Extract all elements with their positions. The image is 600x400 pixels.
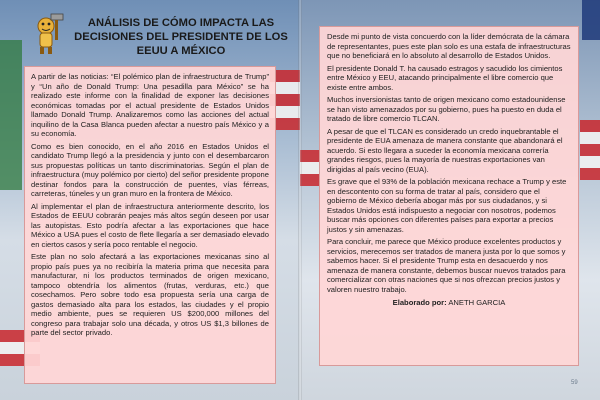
right-text-box [319,26,579,366]
author-credit-label: Elaborado por: [392,298,447,307]
left-text-box [24,66,276,384]
right-paragraph-3: Muchos inversionistas tanto de origen mexicano como estadounidense se han visto amenazados por su gobierno, pues ha puesto en duda el tratado de libre comercio TLCAN. [327,95,566,123]
us-flag-stripe-decoration [300,162,320,174]
mexico-flag-stripe-decoration [0,40,22,190]
left-paragraph-3: Al implementar el plan de infraestructura anteriormente descrito, los Estados de EEUU cobrarán peajes más altos según deseen por usar las autopistas. Esto podría afectar a las exportaciones que hace México a USA pues el costo de flete llegaría a ser demasiado elevado en ciertos casos y sería poco rentable el negocio. [31,201,269,249]
right-paragraph-2: El presidente Donald T. ha causado estragos y sacudido los cimientos entre México y EEU, atacando principalmente el libre comercio que existe entre ambos. [327,63,563,92]
right-paragraph-5: Es grave que el 93% de la población mexicana rechace a Trump y este en descontento con su forma de tratar al país, considero que el gobierno de México debería abogar más por sus ciudadanos, y si Estados Unidos está indispuesto a negociar con nosotros, podemos buscar más opciones con diferentes países para exportar a precios justos y sin amenazas. [327,177,567,234]
us-flag-stripe-decoration [580,168,600,180]
page-number: 59 [571,380,578,386]
author-name: ANETH GARCIA [446,298,506,307]
page-gutter [298,0,302,400]
author-credit [327,298,571,308]
left-paragraph-4: Este plan no solo afectará a las exportaciones mexicanas sino al propio país pues ya no recibiría la materia prima que necesita para manufacturar, ni los productos terminados de origen mexicano, tampoco obtendría los alimentos (frutas, verduras, etc.) que cosechamos. Pero sobre todo esa propuesta sería una carga de gastos demasiado alta para los estados, las ciudades y el propio medio ambiente, pues se requieren US $200,000 millones del congreso para trabajar solo una década, y otros US $1,3 billones de parte del sector privado. [31,252,269,337]
us-flag-stripe-decoration [580,144,600,156]
right-paragraph-4: A pesar de que el TLCAN es considerado un credo inquebrantable el presidente de EUA amenaza de manera constante que abandonará el acuerdo. Si esto llegara a suceder la economía mexicana correría grandes riesgos, pues la mayoría de nuestras exportaciones van dirigidas al país vecino (EUA). [327,126,563,174]
article-header [12,10,288,56]
us-flag-stripe-decoration [580,132,600,144]
us-flag-stripe-decoration [580,120,600,132]
mascot-hammer-icon [32,12,66,56]
us-flag-stripe-decoration [580,156,600,168]
left-paragraph-2: Como es bien conocido, en el año 2016 en Estados Unidos el candidato Trump llegó a la presidencia y junto con el desembarcaron sus propuestas políticas un tanto discriminatorias. Según el plan de infraestructura (muy polémico por cierto) del señor presidente propone destinar fondos para la construcción de puentes, vías férreas, carreteras, túneles y un gran muro en la frontera de México. [31,141,269,198]
right-paragraph-6: Para concluir, me parece que México produce excelentes productos y servicios, merecemos ser tratados de manera justa por lo que somos y sabemos hacer. Si el presidente Trump esta en desacuerdo y nos amenaza de manera constante, debemos buscar nuevos tratados para comercializar con otras naciones que si nos ofrezcan precios justos y valoren nuestro trabajo. [327,237,566,294]
us-flag-stripe-decoration [300,150,320,162]
article-title: ANÁLISIS DE CÓMO IMPACTA LAS DECISIONES DEL PRESIDENTE DE LOS EEUU A MÉXICO [74,17,288,57]
right-paragraph-1: Desde mi punto de vista concuerdo con la líder demócrata de la cámara de representantes, pues este plan solo es una estafa de infraestructuras que no beneficiará en lo absoluto al desarrollo de Estados Unidos. [327,32,571,60]
us-flag-canton-decoration [582,0,600,40]
us-flag-stripe-decoration [300,174,320,186]
left-paragraph-1: A partir de las noticias: “El polémico plan de infraestructura de Trump” y “Un año de Donald Trump: Una pesadilla para México” se ha realizado este informe con la finalidad de exponer las decisiones económicas tomadas por el actual presidente de Estados Unidos llamado Donald Trump. Analizaremos como las acciones del actual inquilino de la Casa Blanca pueden afectar a nuestro país México y a su economía. [31,72,269,138]
